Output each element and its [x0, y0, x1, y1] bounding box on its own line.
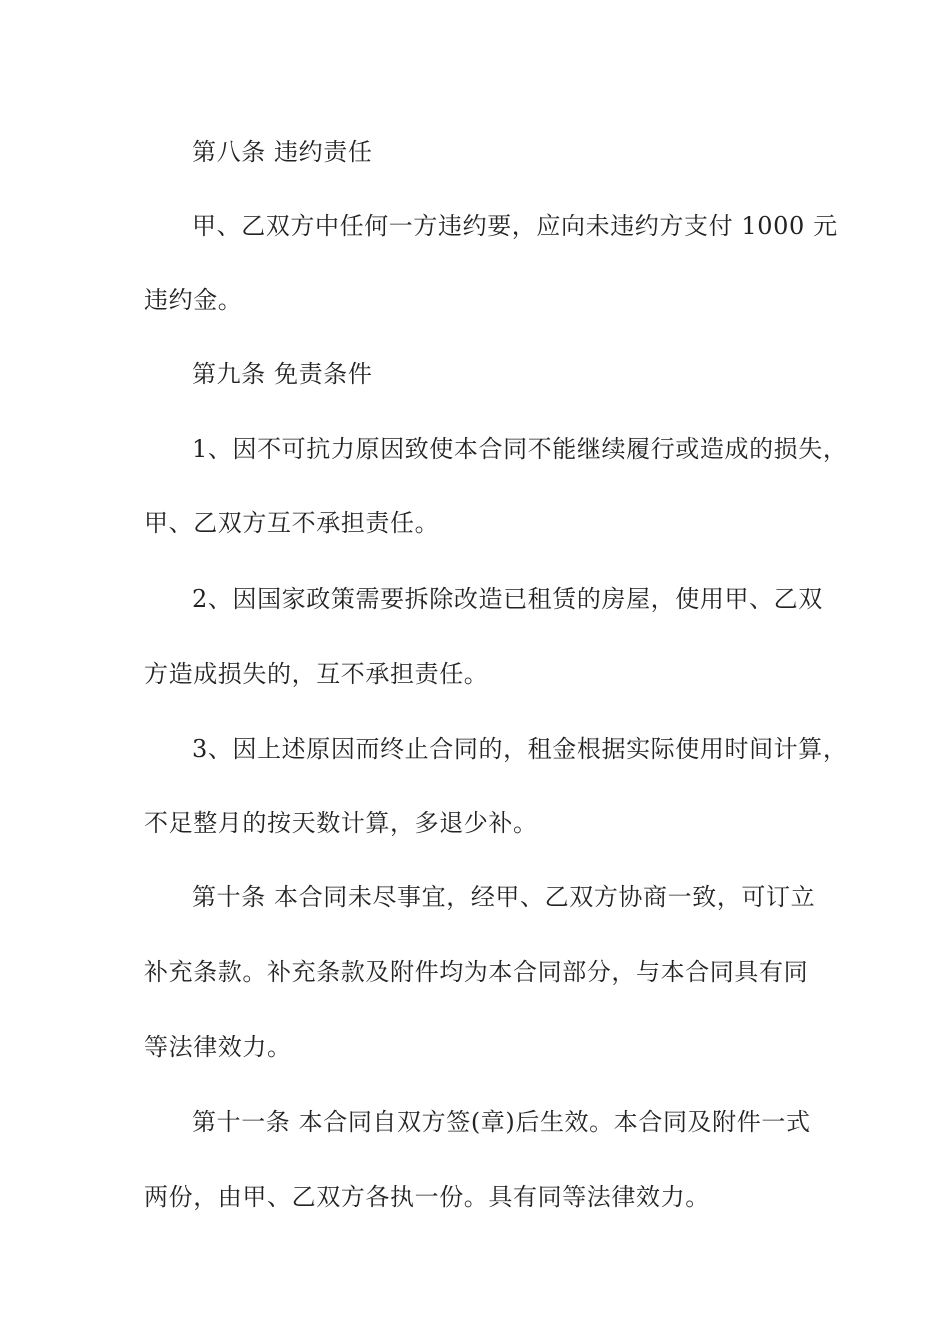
article-8-text-line-2: 违约金。 [144, 286, 243, 314]
clause-3-line-1: 3、因上述原因而终止合同的，租金根据实际使用时间计算， [192, 735, 848, 763]
clause-3-line-2: 不足整月的按天数计算，多退少补。 [144, 809, 538, 837]
article-10-line-1: 第十条 本合同未尽事宜，经甲、乙双方协商一致，可订立 [192, 883, 816, 911]
clause-2-line-2: 方造成损失的，互不承担责任。 [144, 660, 489, 688]
article-11-line-2: 两份，由甲、乙双方各执一份。具有同等法律效力。 [144, 1183, 710, 1211]
clause-2-line-1: 2、因国家政策需要拆除改造已租赁的房屋，使用甲、乙双 [192, 585, 823, 613]
article-9-heading: 第九条 免责条件 [192, 360, 373, 388]
clause-1-line-2: 甲、乙双方互不承担责任。 [144, 509, 440, 537]
article-10-line-2: 补充条款。补充条款及附件均为本合同部分，与本合同具有同 [144, 958, 809, 986]
clause-1-line-1: 1、因不可抗力原因致使本合同不能继续履行或造成的损失， [192, 435, 848, 463]
article-8-text-line-1: 甲、乙双方中任何一方违约要，应向未违约方支付 1000 元 [192, 212, 838, 240]
article-10-line-3: 等法律效力。 [144, 1033, 292, 1061]
article-8-heading: 第八条 违约责任 [192, 138, 373, 166]
article-11-line-1: 第十一条 本合同自双方签(章)后生效。本合同及附件一式 [192, 1108, 811, 1136]
